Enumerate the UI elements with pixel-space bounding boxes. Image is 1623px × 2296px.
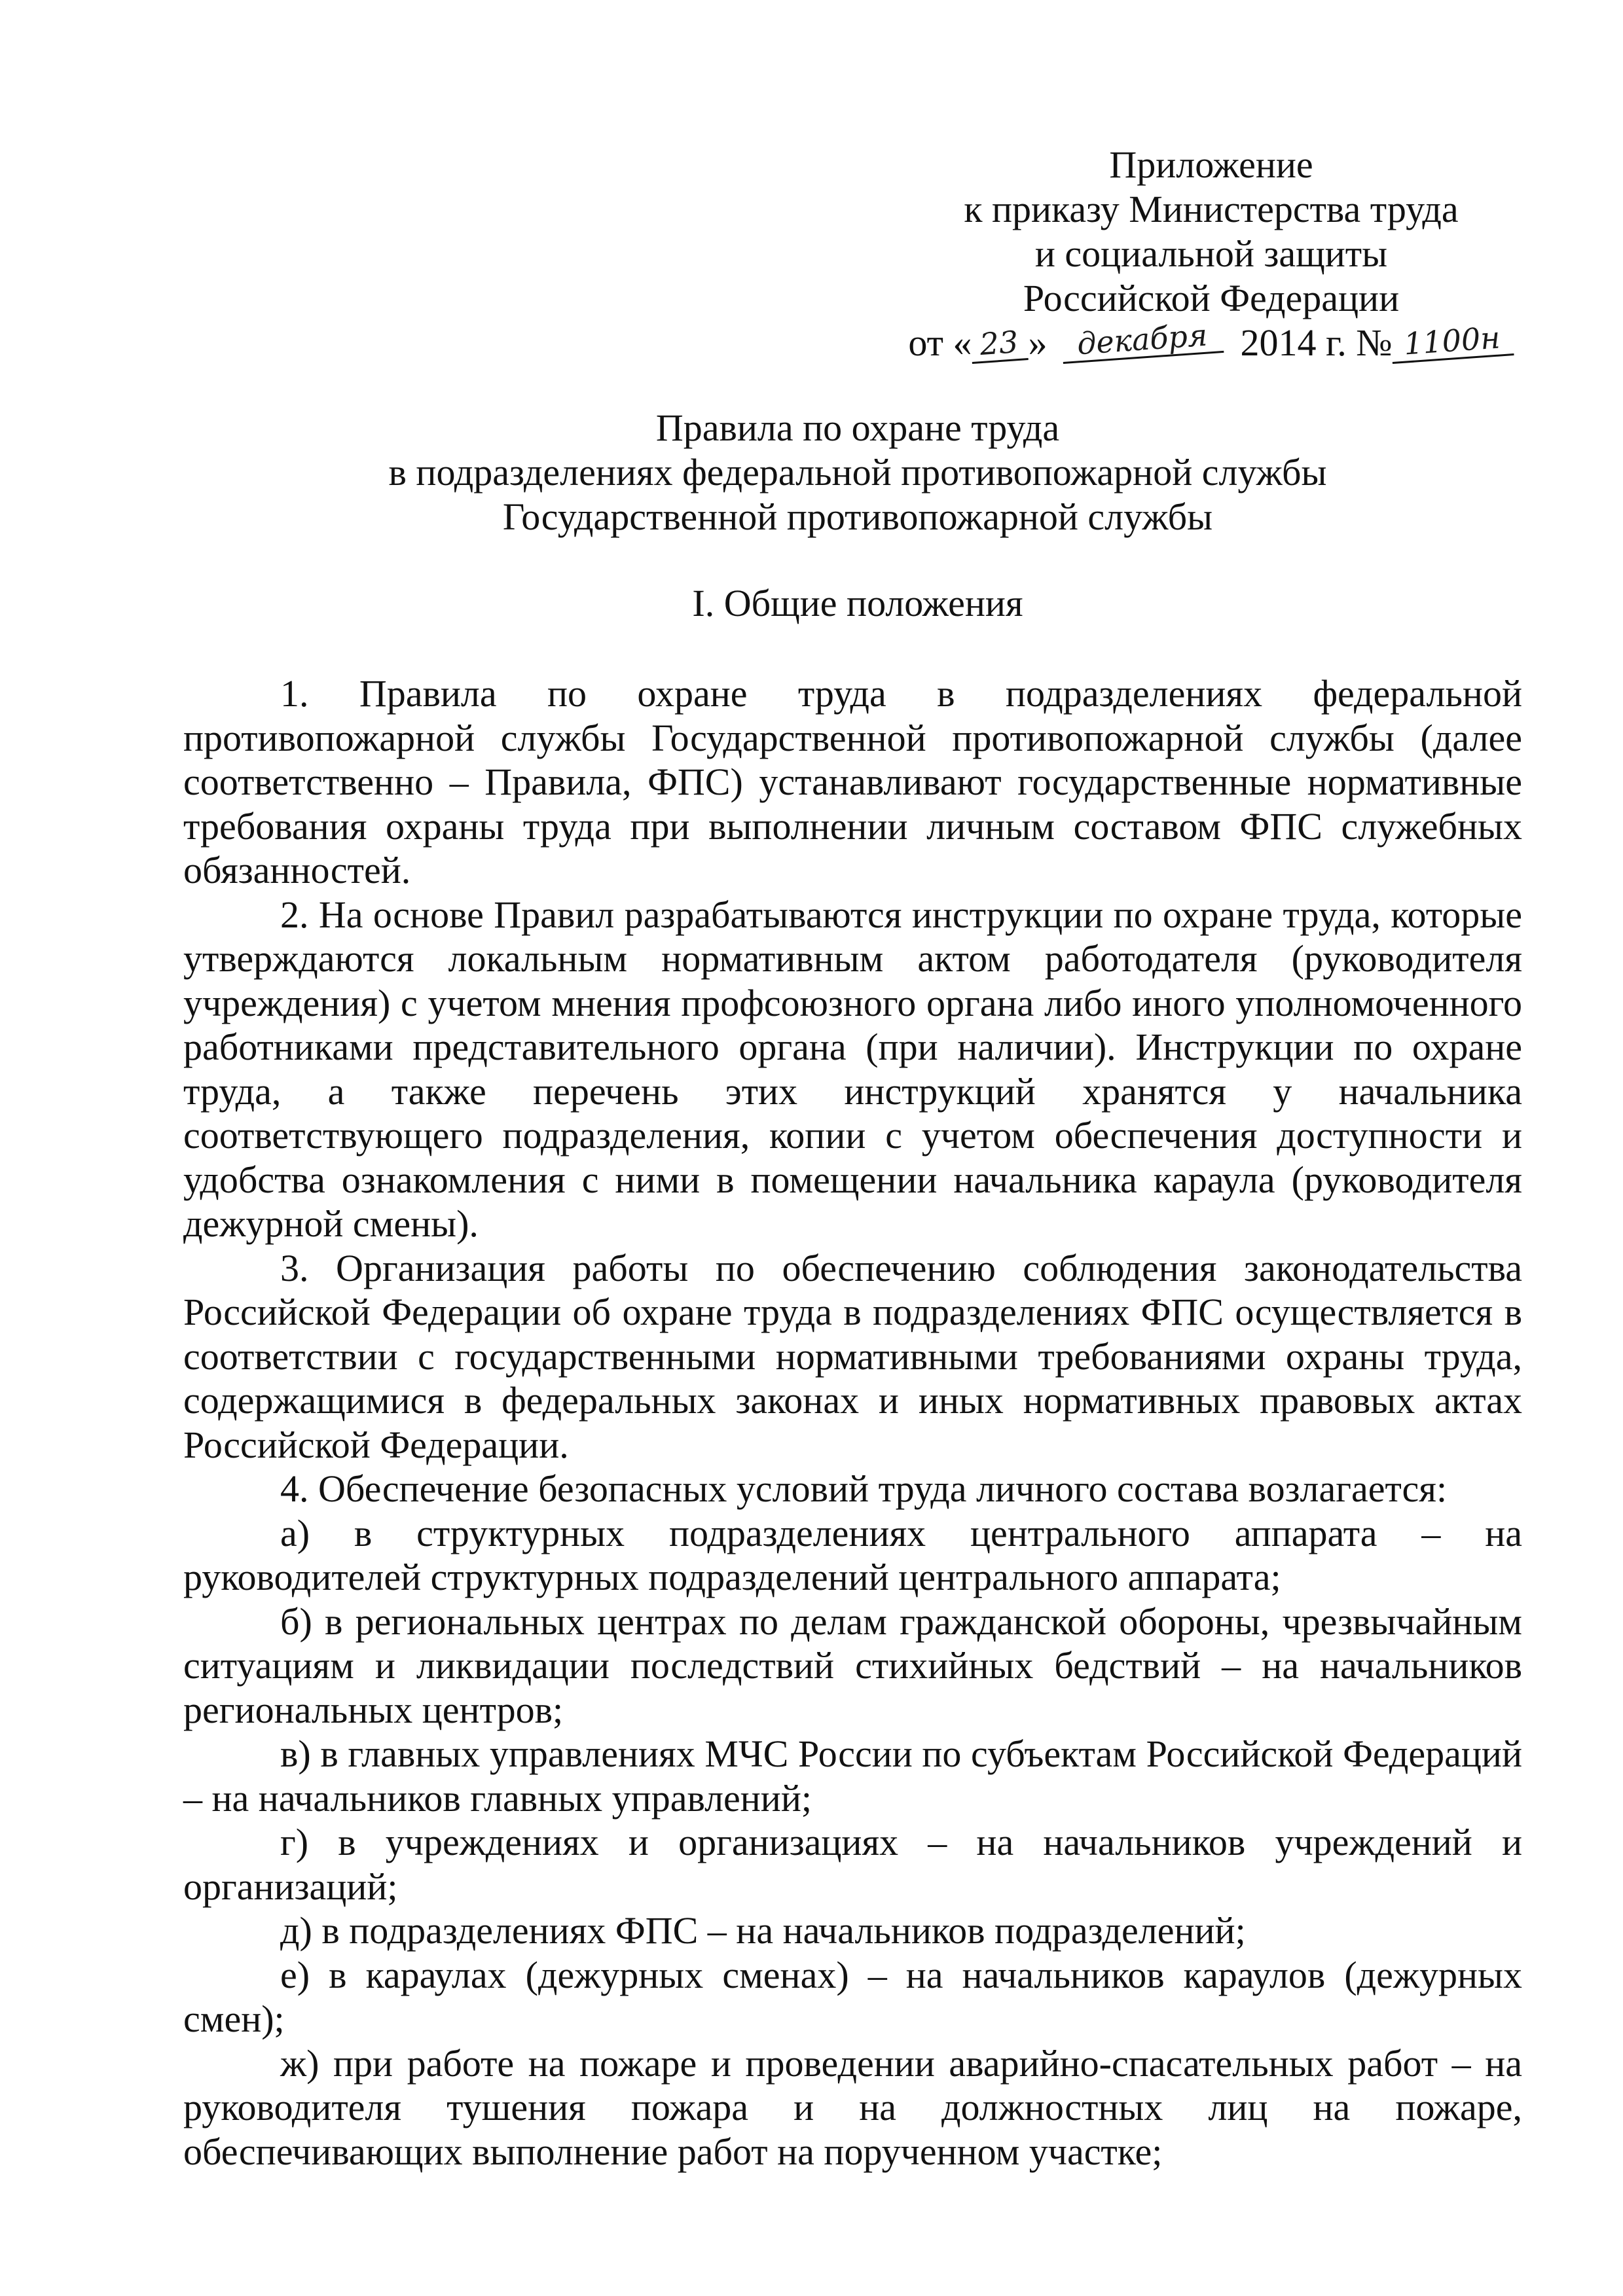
- order-date-line: [871, 317, 1552, 365]
- list-item: е) в караулах (дежурных сменах) – на начальников караулов (дежурных смен);: [183, 1953, 1522, 2040]
- appendix-line: Российской Федерации: [1023, 277, 1400, 319]
- section-heading: I. Общие положения: [692, 582, 1023, 624]
- list-item: г) в учреждениях и организациях – на начальников учреждений и организаций;: [183, 1821, 1522, 1908]
- paragraph: 4. Обеспечение безопасных условий труда личного состава возлагается:: [280, 1467, 1448, 1510]
- document-title: [177, 406, 1539, 539]
- document-body: [183, 672, 1522, 2174]
- date-prefix: от «: [908, 321, 972, 364]
- title-line: Государственной противопожарной службы: [502, 495, 1213, 538]
- paragraph: 1. Правила по охране труда в подразделениях федеральной противопожарной службы Государственной противопожарной службы (далее соответственно – Правила, ФПС) устанавливают государственные нормативные требования охраны труда при выполнении личным составом ФПС служебных обязанностей.: [183, 672, 1522, 891]
- paragraph: 3. Организация работы по обеспечению соблюдения законодательства Российской Федерации об охране труда в подразделениях ФПС осуществляется в соответствии с государственными нормативными требованиями охраны труда, содержащимися в федеральных законах и иных нормативных правовых актах Российской Федерации.: [183, 1246, 1522, 1466]
- list-item: д) в подразделениях ФПС – на начальников подразделений;: [280, 1909, 1246, 1952]
- appendix-header: [871, 143, 1552, 365]
- paragraph: 2. На основе Правил разрабатываются инструкции по охране труда, которые утверждаются локальным нормативным актом работодателя (руководителя учреждения) с учетом мнения профсоюзного органа либо иного уполномоченного работниками представительного органа (при наличии). Инструкции по охране труда, а также перечень этих инструкций хранятся у начальника соответствующего подразделения, копии с учетом обеспечения доступности и удобства ознакомления с ними в помещении начальника караула (руководителя дежурной смены).: [183, 893, 1522, 1245]
- appendix-line: Приложение: [1109, 143, 1313, 186]
- handwritten-month: декабря: [1061, 317, 1224, 364]
- list-item: а) в структурных подразделениях центрального аппарата – на руководителей структурных подразделений центрального аппарата;: [183, 1511, 1522, 1598]
- list-item: б) в региональных центрах по делам гражданской обороны, чрезвычайным ситуациям и ликвидации последствий стихийных бедствий – на начальников региональных центров;: [183, 1600, 1522, 1731]
- title-line: Правила по охране труда: [655, 406, 1060, 449]
- date-day-suffix: »: [1028, 321, 1048, 364]
- list-item: ж) при работе на пожаре и проведении аварийно-спасательных работ – на руководителя тушения пожара и на должностных лиц на пожаре, обеспечивающих выполнение работ на порученном участке;: [183, 2041, 1522, 2173]
- handwritten-order-number: 1100н: [1390, 319, 1514, 364]
- date-year: 2014 г. №: [1240, 321, 1393, 364]
- handwritten-day: 23: [970, 324, 1029, 364]
- list-item: в) в главных управлениях МЧС России по субъектам Российской Федераций – на начальников главных управлений;: [183, 1732, 1522, 1820]
- title-line: в подразделениях федеральной противопожарной службы: [388, 451, 1327, 493]
- appendix-line: и социальной защиты: [1034, 232, 1388, 275]
- appendix-line: к приказу Министерства труда: [964, 188, 1459, 230]
